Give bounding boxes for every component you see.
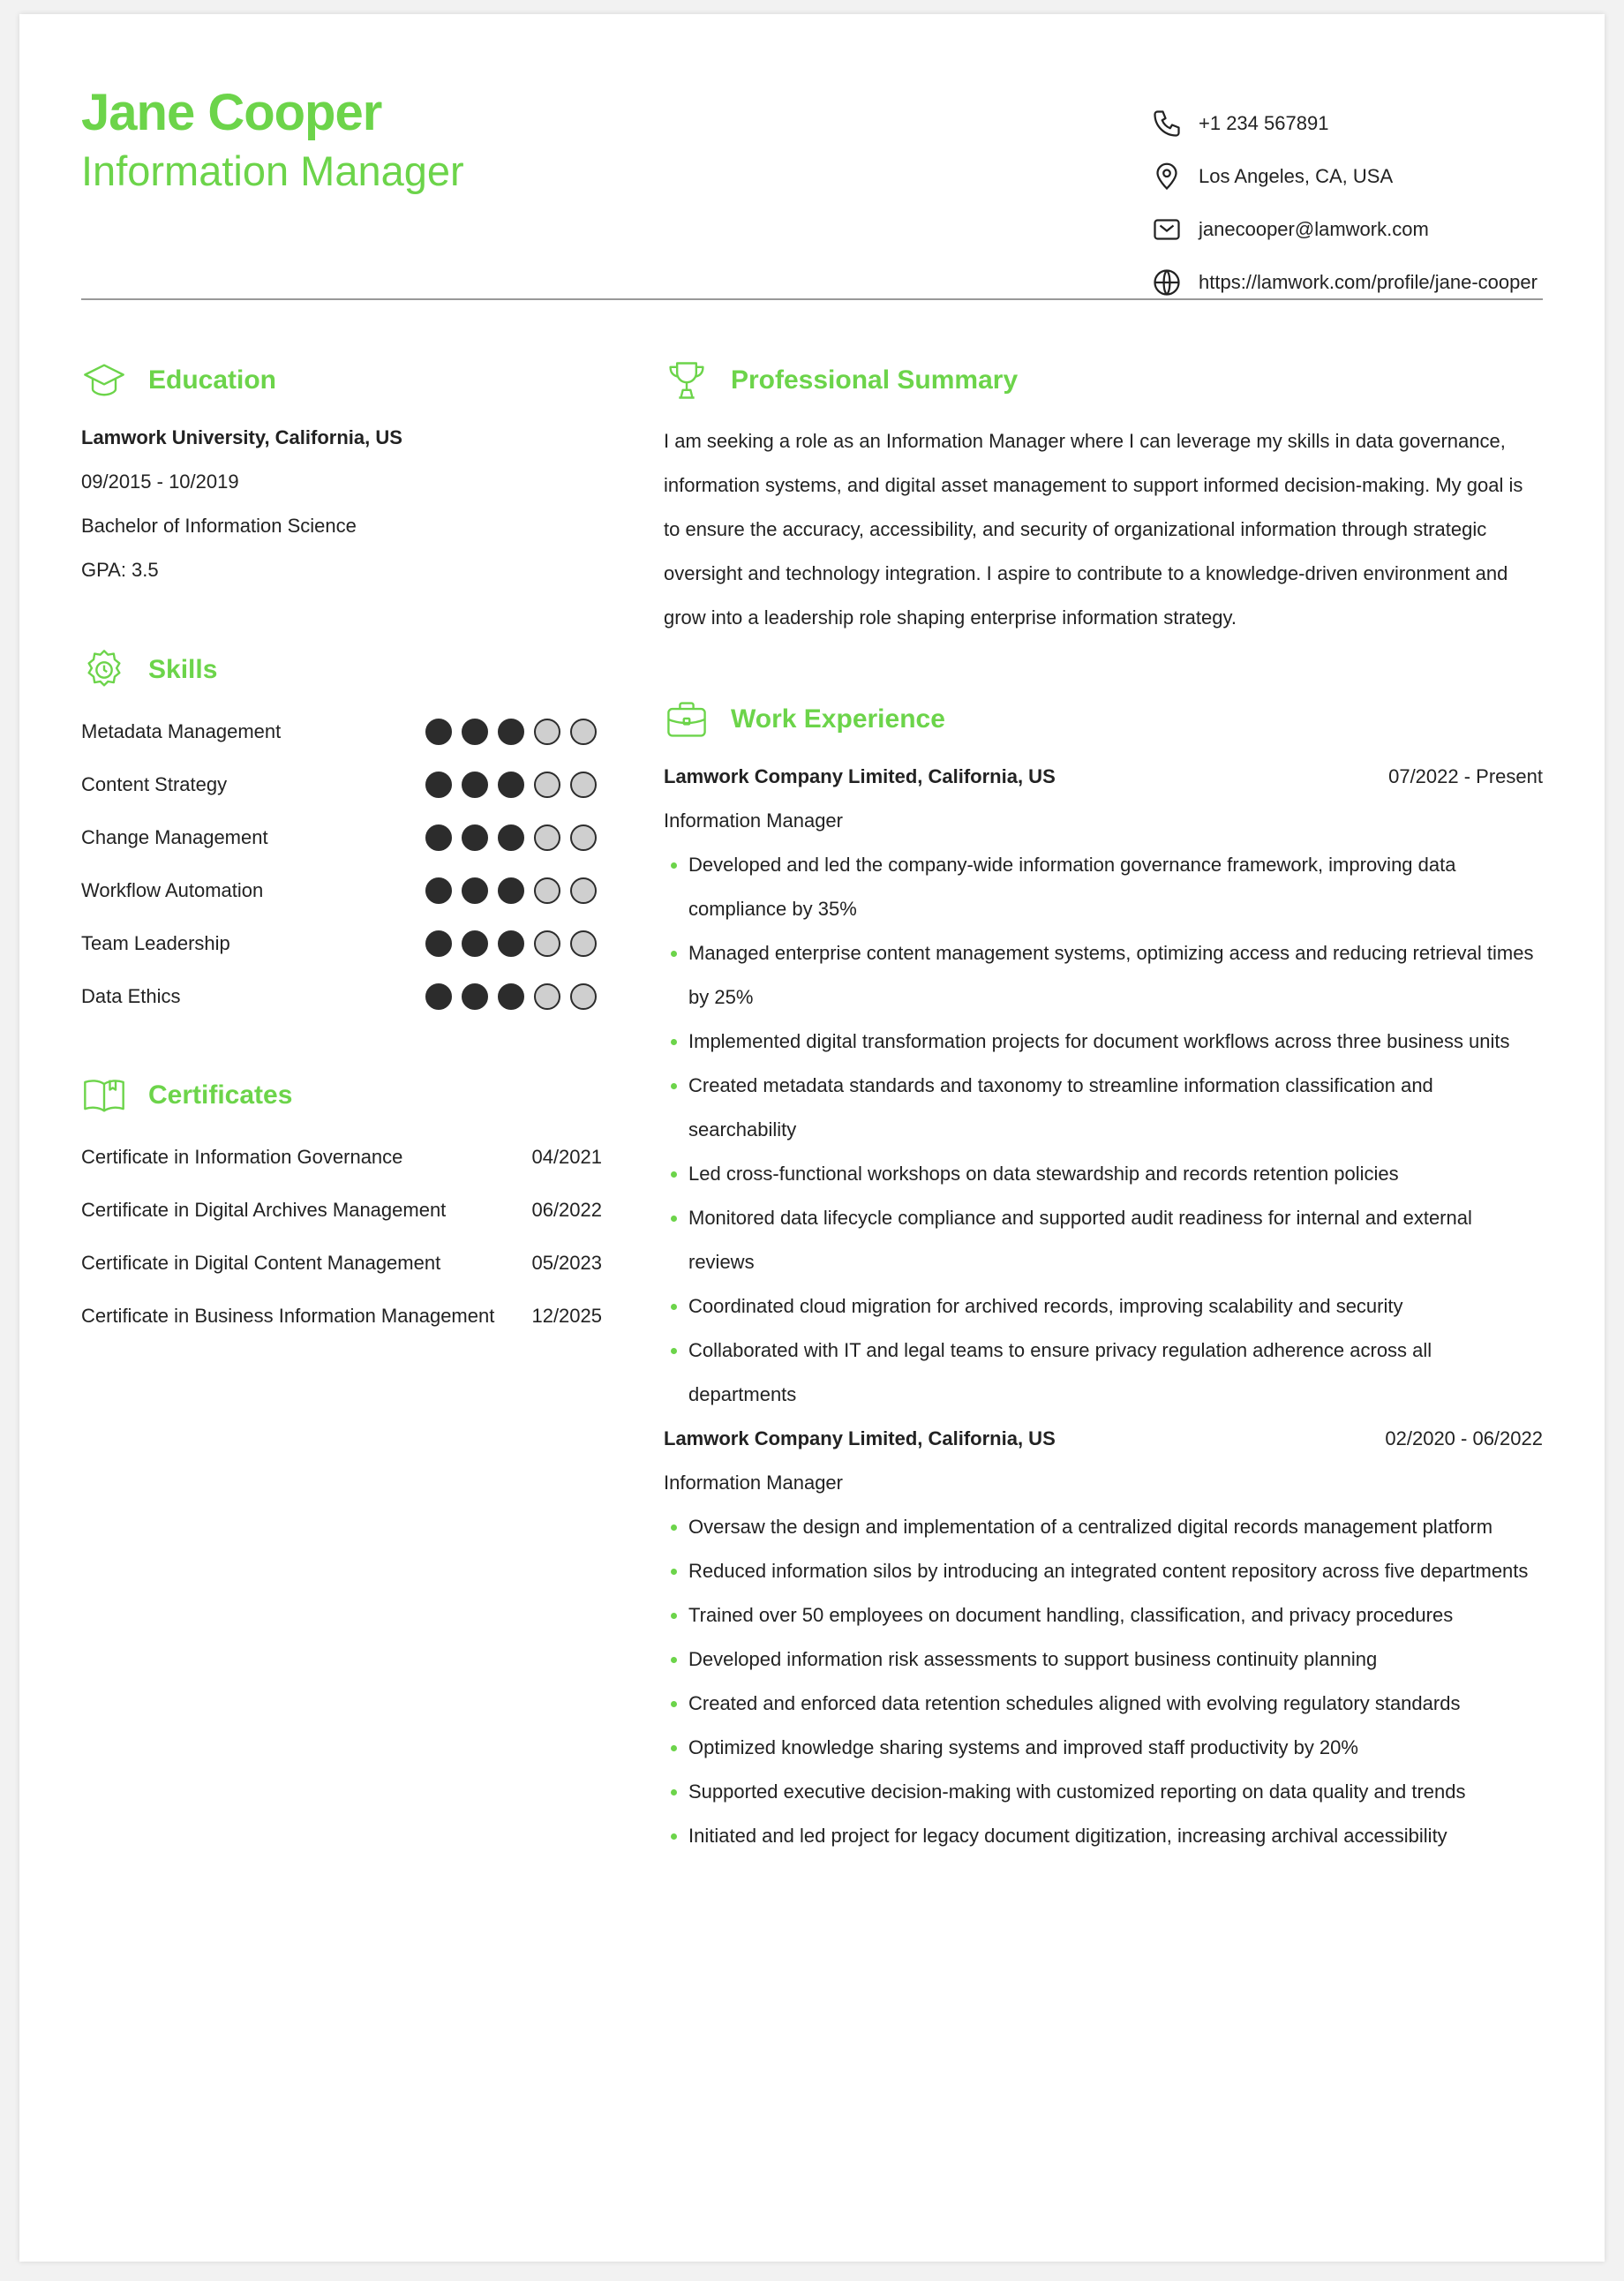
skill-name: Workflow Automation (81, 879, 264, 901)
rating-dot-filled (498, 983, 524, 1010)
skill-rating (425, 824, 597, 851)
contact-location (1149, 150, 1543, 203)
summary-heading (664, 354, 1543, 407)
skill-name: Metadata Management (81, 720, 282, 742)
resume-page (19, 14, 1605, 2262)
contact-email (1149, 203, 1543, 256)
contact-location-text: Los Angeles, CA, USA (1199, 165, 1394, 187)
header-divider (81, 298, 1543, 300)
job-bullet: Developed information risk assessments to support business continuity planning (664, 1637, 1543, 1682)
skill-row (81, 811, 602, 864)
education-school: Lamwork University, California, US (81, 426, 402, 448)
rating-dot-filled (462, 824, 488, 851)
rating-dot-empty (534, 772, 560, 798)
phone-icon (1149, 106, 1184, 141)
rating-dot-filled (462, 877, 488, 904)
skill-row (81, 864, 602, 917)
job-bullet: Led cross-functional workshops on data stewardship and records retention policies (664, 1152, 1543, 1196)
trophy-icon (664, 358, 710, 403)
job-bullet: Oversaw the design and implementation of a centralized digital records management platform (664, 1505, 1543, 1549)
certificate-date: 06/2022 (531, 1199, 602, 1221)
job-entry (664, 1417, 1543, 1858)
summary-heading-text: Professional Summary (731, 365, 1019, 395)
skill-name: Data Ethics (81, 985, 181, 1007)
job-bullet: Implemented digital transformation projects for document workflows across three business units (664, 1020, 1543, 1064)
education-heading (81, 354, 602, 407)
job-bullets (664, 1505, 1543, 1858)
job-company: Lamwork Company Limited, California, US (664, 765, 1056, 787)
skill-name: Team Leadership (81, 932, 230, 954)
resume-header (81, 85, 1543, 312)
graduation-cap-icon (81, 358, 127, 403)
rating-dot-filled (498, 824, 524, 851)
job-bullet: Optimized knowledge sharing systems and improved staff productivity by 20% (664, 1726, 1543, 1770)
job-bullet: Reduced information silos by introducing an integrated content repository across five departments (664, 1549, 1543, 1593)
rating-dot-empty (570, 877, 597, 904)
certificate-date: 05/2023 (531, 1252, 602, 1274)
candidate-title: Information Manager (81, 147, 464, 194)
certificate-row (81, 1131, 602, 1184)
globe-icon (1149, 265, 1184, 300)
education-heading-text: Education (148, 365, 277, 395)
rating-dot-empty (534, 877, 560, 904)
rating-dot-filled (498, 719, 524, 745)
contact-website (1149, 256, 1543, 309)
certificate-date: 12/2025 (531, 1305, 602, 1327)
rating-dot-filled (425, 877, 452, 904)
certificate-row (81, 1184, 602, 1237)
summary-text: I am seeking a role as an Information Manager where I can leverage my skills in data governance, information systems, and digital asset management to support informed decision-making. My goal is to ensure the accuracy, accessibility, and security of organizational information through strategic oversight and technology integration. I aspire to contribute to a knowledge-driven environment and grow into a leadership role shaping enterprise information strategy. (664, 430, 1523, 629)
contact-website-text[interactable]: https://lamwork.com/profile/jane-cooper (1199, 271, 1538, 293)
job-bullet: Supported executive decision-making with customized reporting on data quality and trends (664, 1770, 1543, 1814)
location-pin-icon (1149, 159, 1184, 194)
gear-clock-icon (81, 647, 127, 693)
job-dates: 07/2022 - Present (1388, 765, 1543, 787)
rating-dot-empty (534, 930, 560, 957)
certificates-heading (81, 1069, 602, 1122)
skill-rating (425, 877, 597, 904)
rating-dot-filled (462, 772, 488, 798)
experience-heading-text: Work Experience (731, 704, 945, 734)
rating-dot-filled (498, 930, 524, 957)
certificate-date: 04/2021 (531, 1146, 602, 1168)
candidate-name: Jane Cooper (81, 84, 382, 141)
mail-icon (1149, 212, 1184, 247)
rating-dot-filled (425, 930, 452, 957)
skill-name: Change Management (81, 826, 268, 848)
education-dates: 09/2015 - 10/2019 (81, 471, 239, 493)
rating-dot-filled (425, 772, 452, 798)
rating-dot-filled (425, 983, 452, 1010)
rating-dot-filled (498, 772, 524, 798)
job-role: Information Manager (664, 809, 843, 832)
skill-row (81, 705, 602, 758)
job-company: Lamwork Company Limited, California, US (664, 1427, 1056, 1449)
job-bullet: Trained over 50 employees on document handling, classification, and privacy procedures (664, 1593, 1543, 1637)
skill-rating (425, 719, 597, 745)
right-column (664, 354, 1543, 1858)
briefcase-icon (664, 696, 710, 742)
skill-row (81, 970, 602, 1023)
contact-phone (1149, 97, 1543, 150)
certificates-list (81, 1131, 602, 1343)
skill-name: Content Strategy (81, 773, 228, 795)
certificate-name: Certificate in Digital Archives Management (81, 1199, 447, 1221)
rating-dot-filled (462, 719, 488, 745)
job-header (664, 755, 1543, 799)
job-bullet: Initiated and led project for legacy document digitization, increasing archival accessibility (664, 1814, 1543, 1858)
contact-email-text[interactable]: janecooper@lamwork.com (1199, 218, 1429, 240)
job-bullet: Developed and led the company-wide information governance framework, improving data compliance by 35% (664, 843, 1543, 931)
skill-rating (425, 772, 597, 798)
rating-dot-empty (570, 824, 597, 851)
job-entry (664, 755, 1543, 1417)
rating-dot-empty (570, 930, 597, 957)
certificate-name: Certificate in Digital Content Management (81, 1252, 441, 1274)
rating-dot-filled (498, 877, 524, 904)
skills-list (81, 705, 602, 1023)
open-book-icon (81, 1073, 127, 1118)
certificate-row (81, 1237, 602, 1290)
job-bullet: Coordinated cloud migration for archived records, improving scalability and security (664, 1284, 1543, 1329)
education-degree: Bachelor of Information Science (81, 515, 357, 537)
certificates-heading-text: Certificates (148, 1080, 293, 1110)
left-column (81, 354, 602, 1343)
skill-row (81, 917, 602, 970)
contact-phone-text: +1 234 567891 (1199, 112, 1329, 134)
rating-dot-filled (425, 719, 452, 745)
skills-heading (81, 644, 602, 696)
rating-dot-empty (570, 983, 597, 1010)
education-gpa: GPA: 3.5 (81, 559, 159, 581)
job-dates: 02/2020 - 06/2022 (1385, 1427, 1543, 1449)
skill-row (81, 758, 602, 811)
certificate-row (81, 1290, 602, 1343)
rating-dot-empty (534, 824, 560, 851)
job-bullet: Created and enforced data retention schedules aligned with evolving regulatory standards (664, 1682, 1543, 1726)
job-bullet: Managed enterprise content management systems, optimizing access and reducing retrieval times by 25% (664, 931, 1543, 1020)
rating-dot-filled (462, 983, 488, 1010)
rating-dot-empty (534, 719, 560, 745)
certificate-name: Certificate in Information Governance (81, 1146, 403, 1168)
experience-heading (664, 693, 1543, 746)
job-role: Information Manager (664, 1472, 843, 1494)
certificate-name: Certificate in Business Information Management (81, 1305, 495, 1327)
rating-dot-filled (425, 824, 452, 851)
job-bullet: Collaborated with IT and legal teams to ensure privacy regulation adherence across all departments (664, 1329, 1543, 1417)
job-bullet: Monitored data lifecycle compliance and supported audit readiness for internal and external reviews (664, 1196, 1543, 1284)
rating-dot-filled (462, 930, 488, 957)
rating-dot-empty (534, 983, 560, 1010)
skill-rating (425, 930, 597, 957)
job-bullets (664, 843, 1543, 1417)
skill-rating (425, 983, 597, 1010)
job-bullet: Created metadata standards and taxonomy to streamline information classification and searchability (664, 1064, 1543, 1152)
skills-heading-text: Skills (148, 655, 218, 684)
rating-dot-empty (570, 772, 597, 798)
job-header (664, 1417, 1543, 1461)
rating-dot-empty (570, 719, 597, 745)
contact-list (1149, 97, 1543, 309)
